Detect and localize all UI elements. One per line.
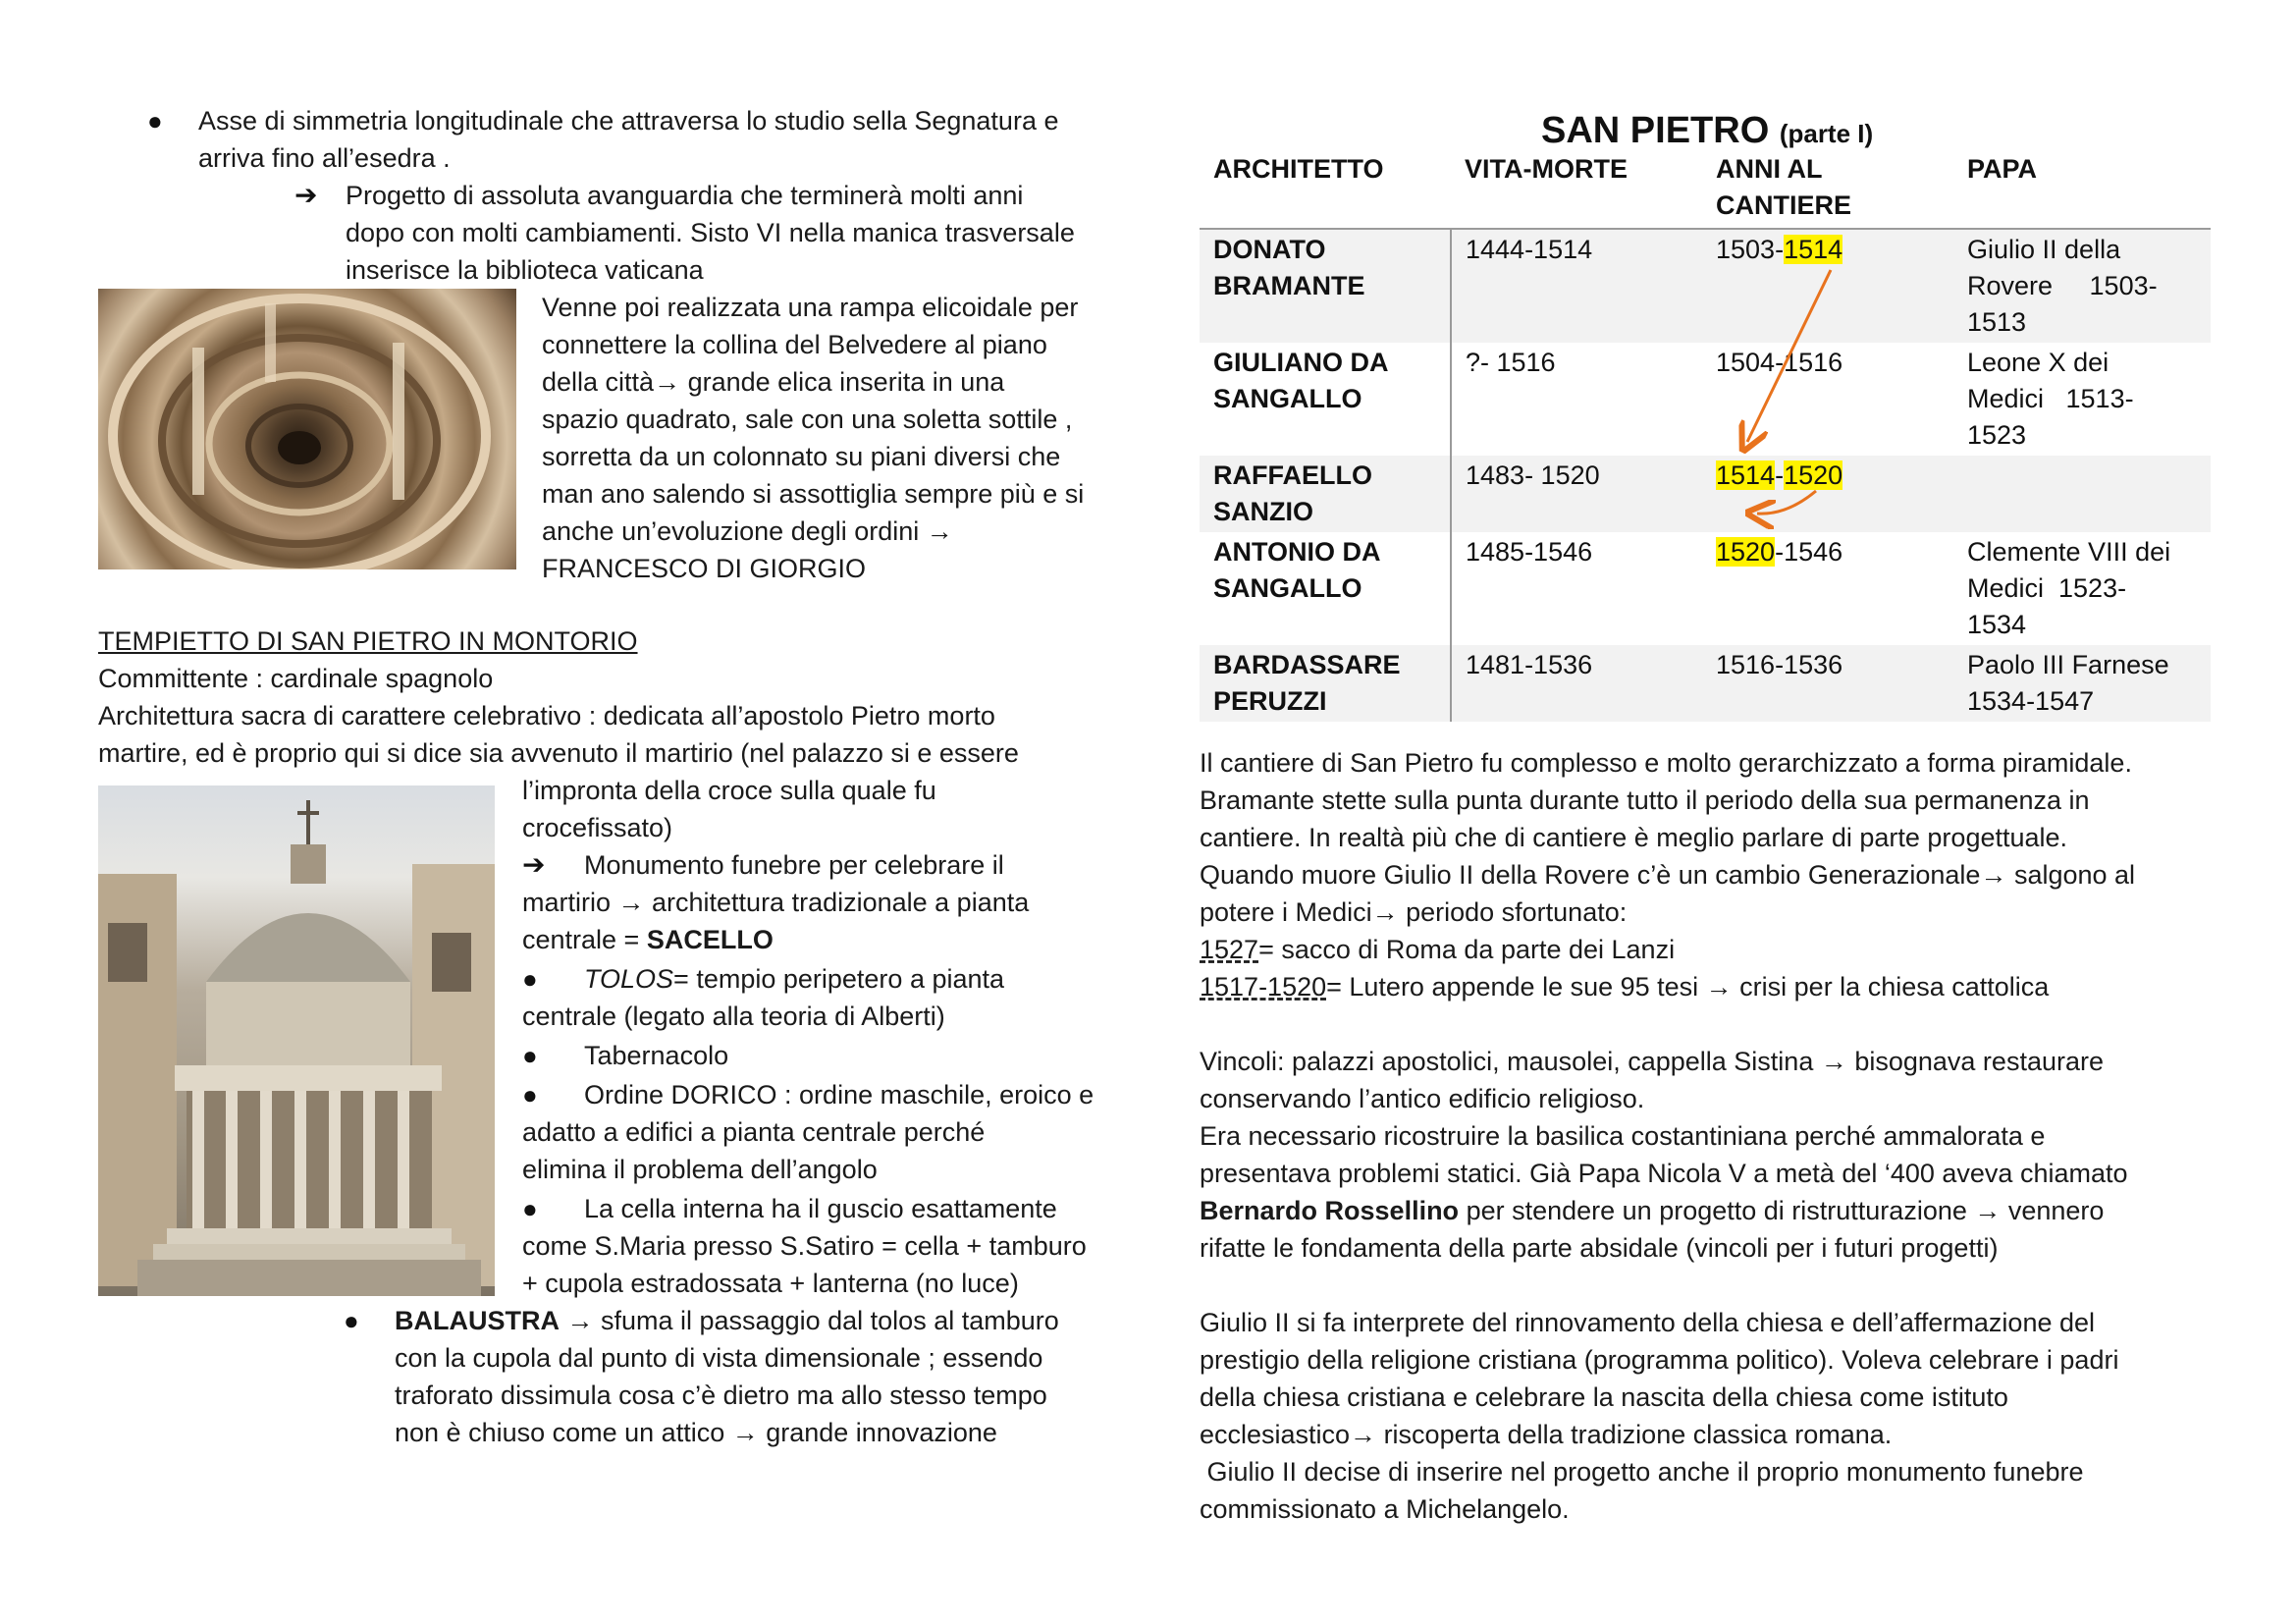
anni-cell: 1514-1520 — [1702, 456, 1953, 532]
bullet-dot: ● — [522, 1194, 538, 1223]
bullet-dot: ● — [522, 1080, 538, 1110]
text-line: Committente : cardinale spagnolo — [98, 664, 494, 693]
vita-cell: 1444-1514 — [1451, 229, 1702, 343]
text-line: Ordine DORICO : ordine maschile, eroico e — [584, 1080, 1095, 1110]
header-part: ANNI AL — [1716, 154, 1823, 184]
text-line: Bramante stette sulla punta durante tutto il periodo della sua permanenza in — [1200, 785, 2090, 815]
year-span: 1517-1520 — [1200, 972, 1327, 1001]
text-line: centrale (legato alla teoria di Alberti) — [522, 1001, 945, 1031]
tempietto-photo — [98, 785, 495, 1296]
papa-part: Medici 1523- — [1967, 573, 2127, 603]
text-span: per stendere un progetto di ristrutturazione → vennero — [1459, 1196, 2105, 1225]
text-line: Giulio II decise di inserire nel progetto anche il proprio monumento funebre — [1200, 1457, 2084, 1487]
text-line: + cupola estradossata + lanterna (no luce) — [522, 1269, 1019, 1298]
text-line — [395, 1302, 1059, 1339]
year-span: 1527 — [1200, 935, 1259, 964]
architect-cell — [1200, 229, 1451, 343]
papa-cell — [1953, 456, 2211, 532]
arrow-bullet-icon: ➔ — [522, 849, 546, 880]
text-line: Asse di simmetria longitudinale che attraversa lo studio sella Segnatura e — [198, 106, 1059, 135]
text-line: connettere la collina del Belvedere al piano — [542, 330, 1047, 359]
vita-cell: 1485-1546 — [1466, 537, 1593, 567]
papa-part: Rovere 1503- — [1967, 271, 2158, 300]
spiral-staircase-photo — [98, 289, 516, 569]
name-part: SANGALLO — [1213, 573, 1362, 603]
text-line: della città→ grande elica inserita in una — [542, 367, 1005, 397]
text-line: spazio quadrato, sale con una soletta sottile , — [542, 405, 1073, 434]
header-part: CANTIERE — [1716, 190, 1852, 220]
title-subtitle: (parte I) — [1779, 119, 1874, 148]
text-span: = sacco di Roma da parte dei Lanzi — [1258, 935, 1676, 964]
architect-cell — [1200, 645, 1451, 722]
text-line: prestigio della religione cristiana (programma politico). Voleva celebrare i padri — [1200, 1345, 2119, 1375]
text-line: sorretta da un colonnato su piani diversi che — [542, 442, 1061, 471]
papa-part: 1523 — [1967, 420, 2027, 450]
text-line: Quando muore Giulio II della Rovere c’è un cambio Generazionale→ salgono al — [1200, 860, 2136, 890]
text-line: con la cupola dal punto di vista dimensionale ; essendo — [395, 1343, 1043, 1373]
text-line: non è chiuso come un attico → grande innovazione — [395, 1418, 997, 1447]
text-line: conservando l’antico edificio religioso. — [1200, 1084, 1645, 1113]
text-line: martirio → architettura tradizionale a pianta — [522, 888, 1030, 917]
anni-part: -1546 — [1775, 537, 1843, 567]
name-part: RAFFAELLO — [1213, 460, 1372, 490]
text-line — [584, 960, 1004, 998]
papa-cell — [1953, 645, 2211, 722]
arrow-bullet-icon: ➔ — [294, 180, 318, 210]
table-row — [1200, 532, 2211, 645]
papa-part: Clemente VIII dei — [1967, 537, 2171, 567]
text-line — [1200, 1192, 2104, 1229]
bullet-dot: ● — [522, 964, 538, 994]
papa-cell — [1953, 532, 2211, 645]
name-part: PERUZZI — [1213, 686, 1327, 716]
bullet-dot: ● — [522, 1041, 538, 1070]
text-line: l’impronta della croce sulla quale fu — [522, 776, 936, 805]
name-part: SANZIO — [1213, 497, 1314, 526]
column-header: ARCHITETTO — [1200, 149, 1451, 229]
text-line — [1200, 931, 1675, 968]
name-part: ANTONIO DA — [1213, 537, 1381, 567]
text-line: dopo con molti cambiamenti. Sisto VI nella manica trasversale — [346, 218, 1075, 247]
table-row — [1200, 645, 2211, 722]
highlighted-year: 1514 — [1784, 235, 1843, 264]
text-line: crocefissato) — [522, 813, 673, 842]
architect-cell — [1200, 343, 1451, 456]
bullet-dot: ● — [147, 106, 163, 135]
rossellino-term: Bernardo Rossellino — [1200, 1196, 1460, 1225]
text-line — [1200, 968, 2049, 1005]
name-part: BRAMANTE — [1213, 271, 1365, 300]
column-header: VITA-MORTE — [1451, 149, 1702, 229]
papa-part: Medici 1513- — [1967, 384, 2134, 413]
anni-cell: 1516-1536 — [1702, 645, 1953, 722]
text-line: man ano salendo si assottiglia sempre più e si — [542, 479, 1085, 509]
text-line: FRANCESCO DI GIORGIO — [542, 554, 867, 583]
text-line: elimina il problema dell’angolo — [522, 1155, 878, 1184]
text-line: arriva fino all’esedra . — [198, 143, 451, 173]
name-part: DONATO — [1213, 235, 1326, 264]
papa-part: Leone X dei — [1967, 348, 2109, 377]
sacello-term: SACELLO — [646, 925, 774, 954]
text-line: cantiere. In realtà più che di cantiere è meglio parlare di parte progettuale. — [1200, 823, 2068, 852]
text-line: adatto a edifici a pianta centrale perché — [522, 1117, 986, 1147]
tolos-term: TOLOS — [584, 964, 674, 994]
handwritten-arrows — [1669, 250, 1865, 545]
highlighted-year: 1514 — [1716, 460, 1776, 490]
anni-cell — [1702, 532, 1953, 645]
highlighted-year: 1520 — [1716, 537, 1776, 567]
papa-cell — [1953, 343, 2211, 456]
name-part: GIULIANO DA — [1213, 348, 1389, 377]
text-line: della chiesa cristiana e celebrare la nascita della chiesa come istituto — [1200, 1382, 2008, 1412]
text-line: Tabernacolo — [584, 1041, 729, 1070]
text-line: presentava problemi statici. Già Papa Nicola V a metà del ‘400 aveva chiamato — [1200, 1159, 2128, 1188]
arrow-icon — [1747, 270, 1831, 442]
papa-part: 1534-1547 — [1967, 686, 2095, 716]
anni-part: 1503- — [1716, 235, 1785, 264]
text-line: potere i Medici→ periodo sfortunato: — [1200, 897, 1628, 927]
section-heading: TEMPIETTO DI SAN PIETRO IN MONTORIO — [98, 626, 638, 656]
papa-part: 1513 — [1967, 307, 2027, 337]
column-header — [1702, 149, 1953, 229]
papa-part: Paolo III Farnese — [1967, 650, 2169, 679]
text-line — [522, 921, 774, 958]
text-span: = tempio peripetero a pianta — [673, 964, 1005, 994]
text-line: commissionato a Michelangelo. — [1200, 1494, 1570, 1524]
text-line: Era necessario ricostruire la basilica costantiniana perché ammalorata e — [1200, 1121, 2046, 1151]
name-part: BARDASSARE — [1213, 650, 1401, 679]
text-line: La cella interna ha il guscio esattamente — [584, 1194, 1057, 1223]
text-line: Vincoli: palazzi apostolici, mausolei, cappella Sistina → bisognava restaurare — [1200, 1047, 2104, 1076]
text-line: Venne poi realizzata una rampa elicoidale per — [542, 293, 1079, 322]
papa-cell — [1953, 229, 2211, 343]
vita-cell: 1481-1536 — [1451, 645, 1702, 722]
architect-cell — [1200, 532, 1451, 645]
arrow-icon — [1757, 491, 1816, 514]
text-span: = Lutero appende le sue 95 tesi → crisi per la chiesa cattolica — [1326, 972, 2050, 1001]
text-line: come S.Maria presso S.Satiro = cella + tamburo — [522, 1231, 1087, 1261]
text-line: Giulio II si fa interprete del rinnovamento della chiesa e dell’affermazione del — [1200, 1308, 2096, 1337]
text-line: martire, ed è proprio qui si dice sia avvenuto il martirio (nel palazzo si e essere — [98, 738, 1019, 768]
table-header-row — [1200, 149, 2211, 229]
text-line: traforato dissimula cosa c’è dietro ma allo stesso tempo — [395, 1380, 1047, 1410]
title-text: SAN PIETRO — [1541, 110, 1770, 151]
balaustra-term: BALAUSTRA — [395, 1306, 560, 1335]
text-span: → sfuma il passaggio dal tolos al tamburo — [560, 1306, 1059, 1335]
text-line: inserisce la biblioteca vaticana — [346, 255, 704, 285]
vita-cell: 1483- 1520 — [1451, 456, 1702, 532]
text-line: Architettura sacra di carattere celebrativo : dedicata all’apostolo Pietro morto — [98, 701, 995, 731]
architect-cell — [1200, 456, 1451, 532]
text-span: centrale = — [522, 925, 647, 954]
text-line: Il cantiere di San Pietro fu complesso e molto gerarchizzato a forma piramidale. — [1200, 748, 2132, 778]
text-line: anche un’evoluzione degli ordini → — [542, 516, 953, 546]
text-line: ecclesiastico→ riscoperta della tradizione classica romana. — [1200, 1420, 1893, 1449]
column-header: PAPA — [1953, 149, 2211, 229]
text-line: rifatte le fondamenta della parte absidale (vincoli per i futuri progetti) — [1200, 1233, 1999, 1263]
papa-part: Giulio II della — [1967, 235, 2121, 264]
text-line: Monumento funebre per celebrare il — [584, 850, 1004, 880]
papa-part: 1534 — [1967, 610, 2027, 639]
text-line: Progetto di assoluta avanguardia che terminerà molti anni — [346, 181, 1024, 210]
highlighted-year: 1520 — [1784, 460, 1843, 490]
bullet-dot: ● — [344, 1306, 359, 1335]
vita-cell: ?- 1516 — [1466, 348, 1556, 377]
anni-cell: 1504-1516 — [1716, 348, 1843, 377]
name-part: SANGALLO — [1213, 384, 1362, 413]
